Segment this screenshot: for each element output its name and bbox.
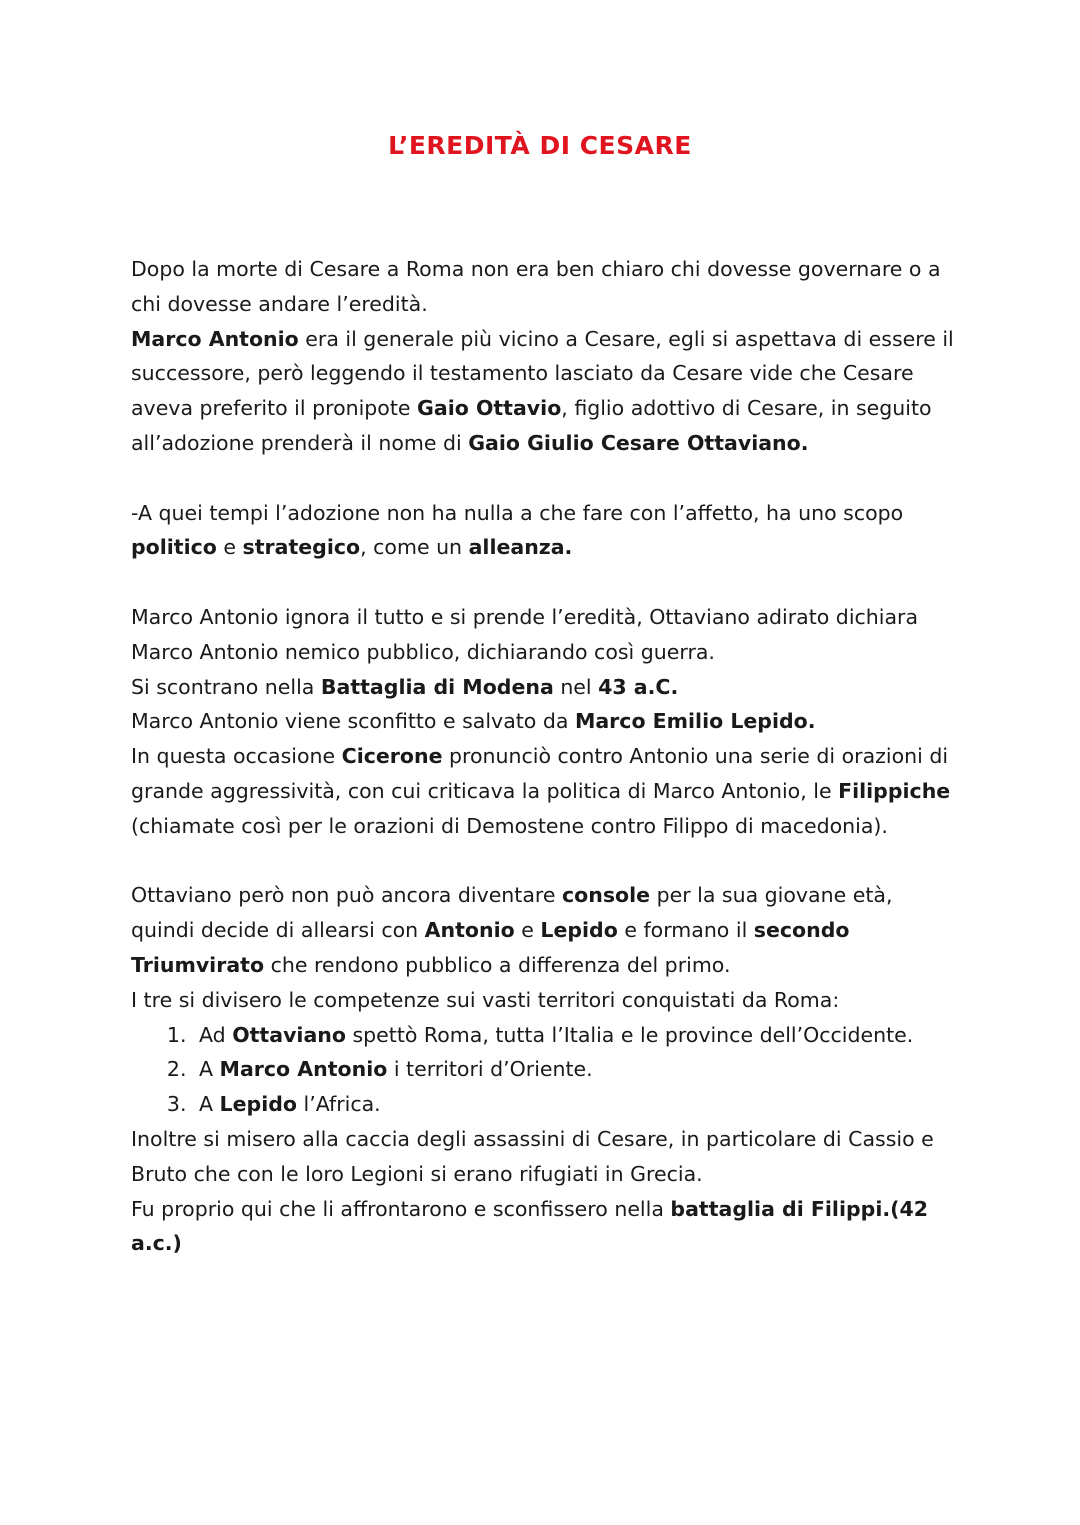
text: In questa occasione [131, 744, 342, 769]
bold-term: strategico [242, 535, 361, 560]
paragraph-gap [131, 565, 961, 600]
text: che rendono pubblico a differenza del primo. [264, 952, 731, 977]
bold-term: Lepido [219, 1092, 297, 1117]
paragraph-filippi [131, 1192, 961, 1262]
bold-term: Marco Antonio [131, 326, 299, 351]
text: pronunciò contro Antonio una serie di orazioni di grande aggressività, con cui criticava la politica di Marco Antonio, le [131, 744, 949, 803]
document-body [131, 252, 961, 1261]
paragraph-lepido [131, 704, 961, 739]
bold-term: Cicerone [341, 744, 443, 769]
text: -A quei tempi l’adozione non ha nulla a che fare con l’affetto, ha uno scopo [131, 500, 904, 525]
bold-term: politico [131, 535, 217, 560]
list-item [193, 1087, 961, 1122]
bold-term: Marco Antonio [219, 1057, 388, 1082]
text: Ottaviano però non può ancora diventare [131, 883, 563, 908]
text: A [199, 1057, 220, 1082]
bold-term: Marco Emilio Lepido. [574, 709, 816, 734]
bold-term: Ottaviano [232, 1022, 346, 1047]
bold-term: 43 a.C. [598, 674, 679, 699]
text: e [216, 535, 243, 560]
paragraph-inheritance [131, 600, 961, 670]
bold-term: Antonio [424, 918, 515, 943]
text: per la sua giovane età, quindi decide di allearsi con [131, 883, 893, 943]
text: Dopo la morte di Cesare a Roma non era ben chiaro chi dovesse governare o a chi dovesse andare l’eredità. [131, 257, 941, 316]
bold-term: console [562, 883, 651, 908]
paragraph-competenze [131, 983, 961, 1018]
bold-term: Lepido [540, 918, 618, 943]
paragraph-adoption [131, 496, 961, 566]
text: , come un [360, 535, 469, 560]
bold-term: Filippiche [838, 778, 951, 803]
text: , figlio adottivo di Cesare, in seguito all’adozione prenderà il nome di [131, 396, 932, 455]
list-item [193, 1052, 961, 1087]
text: i territori d’Oriente. [387, 1057, 593, 1082]
bold-term: Gaio Ottavio [417, 396, 562, 421]
text: Fu proprio qui che li affrontarono e sconfissero nella [131, 1196, 671, 1221]
paragraph-gap [131, 461, 961, 496]
bold-term: Battaglia di Modena [320, 674, 554, 699]
paragraph-cicerone [131, 739, 961, 843]
paragraph-gap [131, 844, 961, 879]
list-item [193, 1018, 961, 1053]
text: Inoltre si misero alla caccia degli assassini di Cesare, in particolare di Cassio e Bruto che con le loro Legioni si erano rifugiati in Grecia. [131, 1126, 934, 1186]
text: l’Africa. [296, 1092, 381, 1117]
text: nel [553, 674, 599, 699]
paragraph-triumvirato [131, 878, 961, 982]
text: A [199, 1092, 220, 1117]
territories-list [131, 1018, 961, 1122]
page-title: L’EREDITÀ DI CESARE [388, 131, 692, 160]
text: (chiamate così per le orazioni di Demostene contro Filippo di macedonia). [131, 813, 888, 838]
text: Marco Antonio ignora il tutto e si prende l’eredità, Ottaviano adirato dichiara Marco Antonio nemico pubblico, dichiarando così guerra. [131, 604, 919, 664]
text: Si scontrano nella [131, 674, 321, 699]
bold-term: battaglia di Filippi.(42 a.c.) [131, 1196, 929, 1256]
text: e [514, 918, 541, 943]
bold-term: alleanza. [468, 535, 573, 560]
text: I tre si divisero le competenze sui vasti territori conquistati da Roma: [131, 987, 840, 1012]
text: e formano il [617, 918, 754, 943]
text: era il generale più vicino a Cesare, egli si aspettava di essere il successore, però leggendo il testamento lasciato da Cesare vide che Cesare aveva preferito il pronipote [131, 326, 954, 421]
paragraph-assassini [131, 1122, 961, 1192]
bold-term: secondo Triumvirato [131, 918, 850, 977]
paragraph-intro [131, 252, 961, 322]
text: spettò Roma, tutta l’Italia e le province dell’Occidente. [345, 1022, 914, 1047]
paragraph-marco-antonio [131, 322, 961, 461]
bold-term: Gaio Giulio Cesare Ottaviano. [468, 430, 809, 455]
text: Marco Antonio viene sconfitto e salvato da [131, 709, 575, 734]
paragraph-modena [131, 670, 961, 705]
text: Ad [199, 1022, 233, 1047]
